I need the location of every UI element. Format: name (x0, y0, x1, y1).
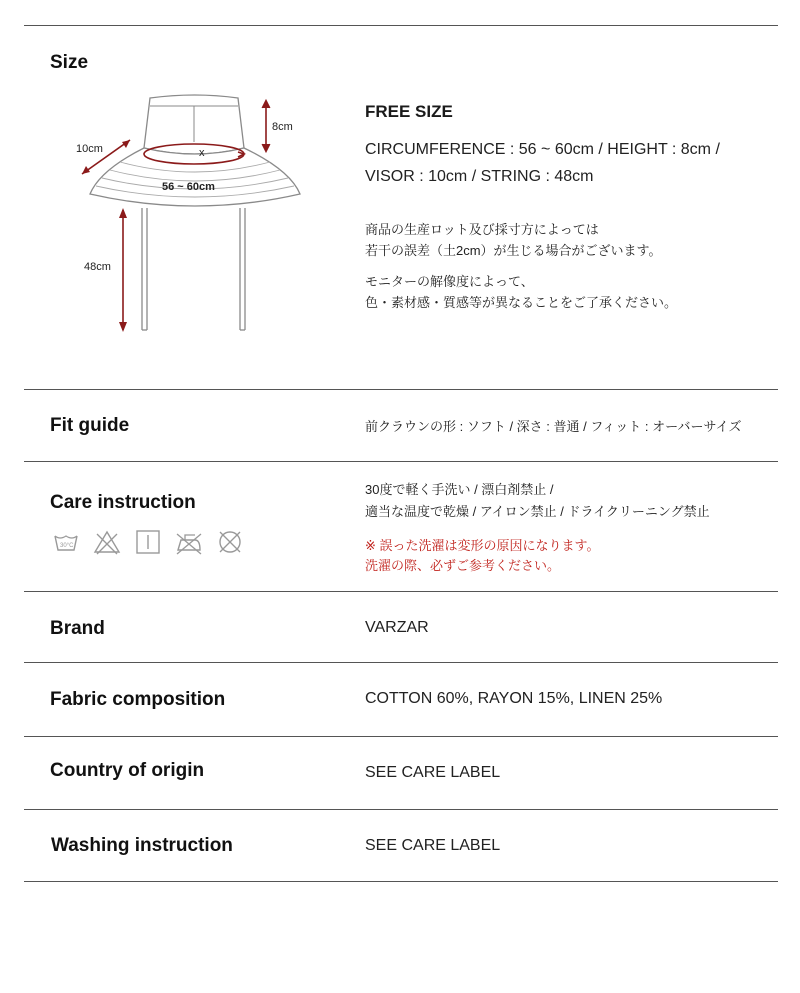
circumference-label: 56 ~ 60cm (162, 181, 215, 193)
size-title: Size (50, 52, 89, 73)
care-line-2: 適当な温度で乾燥 / アイロン禁止 / ドライクリーニング禁止 (365, 504, 710, 519)
measurements-line-2: VISOR : 10cm / STRING : 48cm (365, 168, 594, 185)
size-note-2-line-2: 色・素材感・質感等が異なることをご了承ください。 (365, 295, 678, 310)
care-line-1: 30度で軽く手洗い / 漂白剤禁止 / (365, 482, 554, 497)
measurements-line-1: CIRCUMFERENCE : 56 ~ 60cm / HEIGHT : 8cm / (365, 141, 720, 158)
measurements (365, 136, 765, 190)
size-note-1-line-2: 若干の誤差（土2cm）が生じる場合がございます。 (365, 243, 662, 258)
size-note-2-line-1: モニターの解像度によって、 (365, 274, 534, 289)
divider-top (24, 25, 778, 26)
no-bleach-icon (93, 528, 121, 561)
svg-text:x: x (199, 147, 205, 159)
divider-brand (24, 662, 778, 663)
fit-guide-value: 前クラウンの形 : ソフト / 深さ : 普通 / フィット : オーバーサイズ (365, 419, 742, 434)
free-size-heading: FREE SIZE (365, 102, 453, 121)
brand-value: VARZAR (365, 619, 429, 636)
no-iron-icon (175, 528, 203, 561)
washing-title: Washing instruction (51, 835, 233, 856)
height-label: 8cm (272, 121, 293, 133)
line-dry-icon (134, 528, 162, 561)
wash-temp-label: 30°C (60, 543, 74, 549)
divider-bottom (24, 881, 778, 882)
string-label: 48cm (84, 261, 111, 273)
care-icons (52, 528, 244, 561)
care-warning-line-1: ※ 誤った洗濯は変形の原因になります。 (365, 538, 600, 553)
fabric-value: COTTON 60%, RAYON 15%, LINEN 25% (365, 690, 663, 707)
hand-wash-30-icon (52, 528, 80, 561)
divider-fit (24, 461, 778, 462)
size-note-1 (365, 219, 662, 261)
fabric-title: Fabric composition (50, 689, 226, 710)
care-text (365, 479, 710, 523)
care-title: Care instruction (50, 492, 196, 513)
fit-guide-title: Fit guide (50, 415, 130, 436)
hat-size-diagram (60, 90, 340, 340)
divider-origin (24, 809, 778, 810)
origin-title: Country of origin (50, 760, 205, 781)
origin-value: SEE CARE LABEL (365, 764, 501, 781)
care-warning (365, 536, 599, 576)
size-note-1-line-1: 商品の生産ロット及び採寸方によっては (365, 222, 599, 237)
washing-value: SEE CARE LABEL (365, 837, 501, 854)
visor-label: 10cm (76, 143, 103, 155)
no-dry-clean-icon (216, 528, 244, 561)
divider-care (24, 591, 778, 592)
care-warning-line-2: 洗濯の際、必ずご参考ください。 (365, 558, 561, 573)
divider-size (24, 389, 778, 390)
brand-title: Brand (50, 618, 105, 639)
size-note-2 (365, 271, 677, 313)
divider-fabric (24, 736, 778, 737)
